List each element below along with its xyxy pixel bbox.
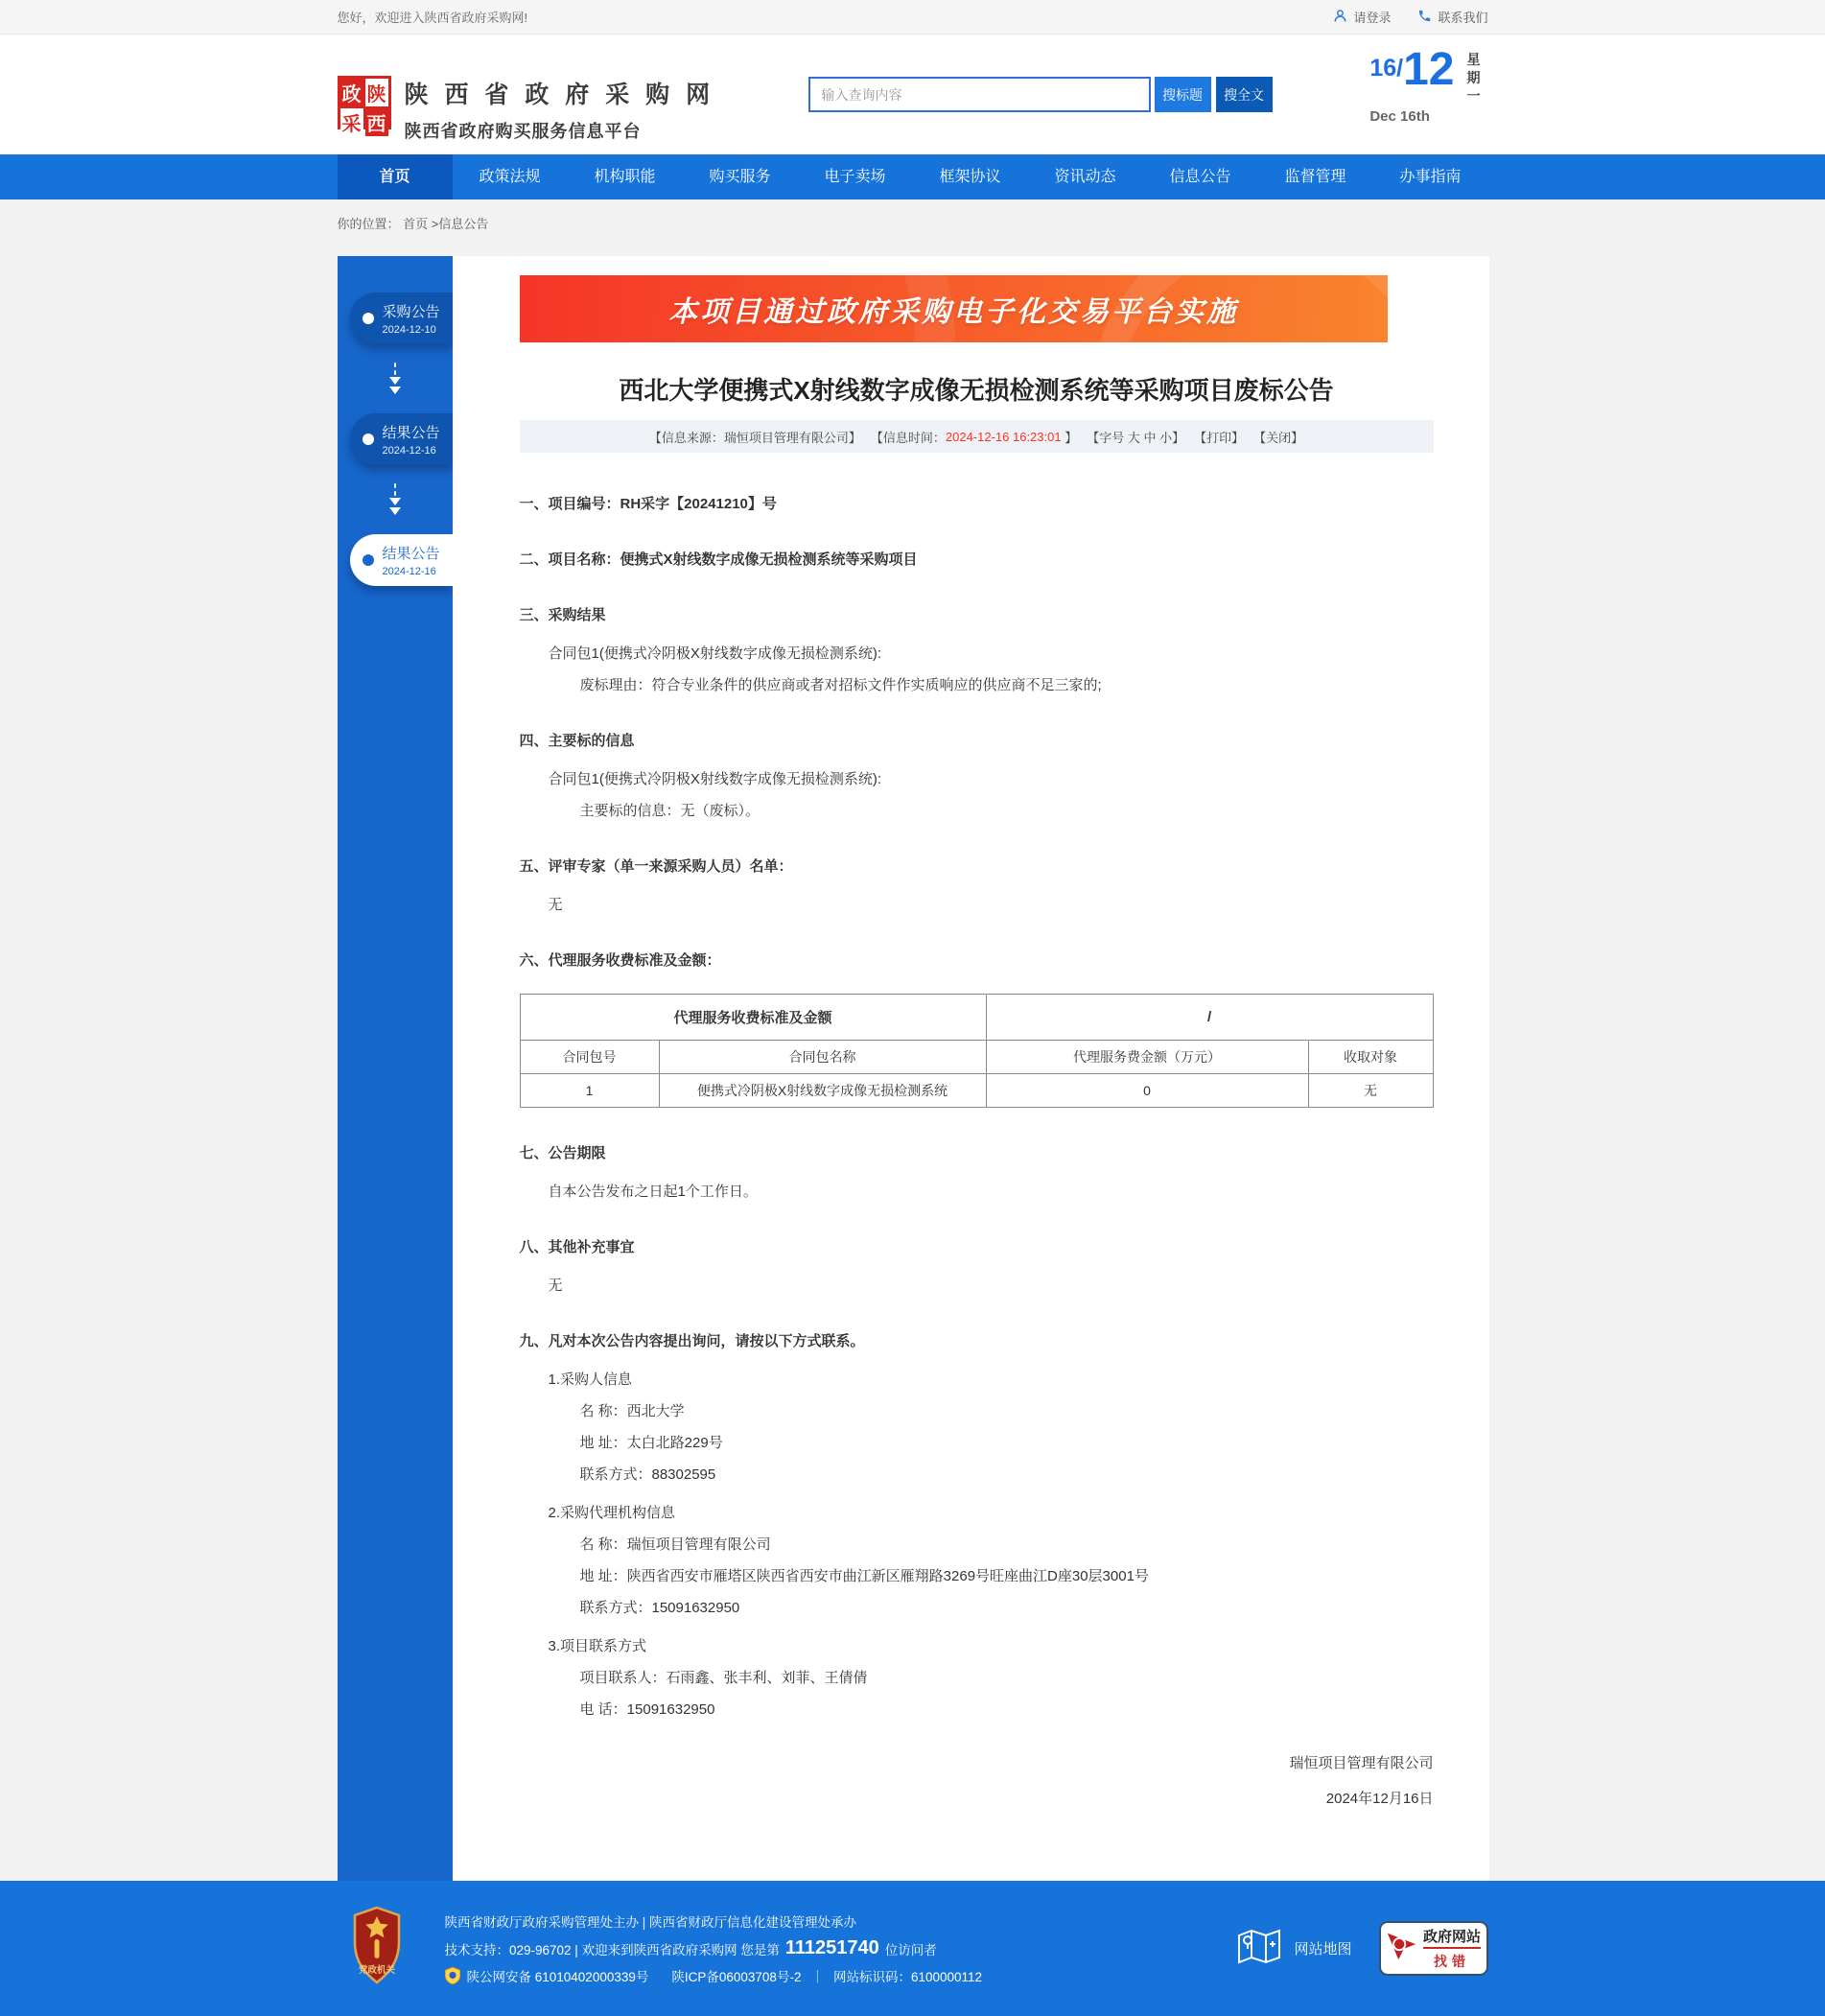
line-other-matters-none: 无 [548, 1278, 563, 1294]
line-project-phone: 电 话：15091632950 [579, 1701, 715, 1718]
signature-company: 瑞恒项目管理有限公司 [1289, 1755, 1434, 1771]
line-experts-heading: 五、评审专家（单一来源采购人员）名单： [519, 858, 793, 875]
user-icon [1333, 9, 1347, 26]
line-purchaser-address: 地 址：太白北路229号 [579, 1435, 723, 1451]
table-merged-header-left: 代理服务收费标准及金额 [520, 995, 986, 1041]
fontsize-small-button[interactable]: 小 [1159, 430, 1173, 445]
line-main-subject-info: 主要标的信息：无（废标）。 [579, 803, 760, 819]
meta-time-label: 【信息时间： [870, 430, 946, 445]
table-column-header: 收取对象 [1308, 1041, 1433, 1074]
table-merged-header-right: / [986, 995, 1433, 1041]
find-error-title: 政府网站 [1423, 1926, 1481, 1949]
site-header [0, 35, 1825, 154]
site-footer [0, 1881, 1825, 2016]
breadcrumb-separator: > [431, 217, 439, 231]
nav-item-supervision[interactable]: 监督管理 [1284, 169, 1346, 185]
line-notice-period: 自本公告发布之日起1个工作日。 [548, 1184, 758, 1200]
date-month: 12 [1403, 44, 1455, 95]
banner-text: 本项目通过政府采购电子化交易平台实施 [668, 296, 1238, 328]
line-project-number: 一、项目编号：RH采字【20241210】号 [519, 496, 777, 512]
meta-fontsize-label: 【字号 [1087, 430, 1128, 445]
signature-date: 2024年12月16日 [1325, 1791, 1434, 1807]
step-dot-icon [363, 313, 374, 324]
nav-item-guide[interactable]: 办事指南 [1399, 169, 1462, 185]
breadcrumb [338, 199, 1488, 256]
breadcrumb-current-link[interactable]: 信息公告 [438, 217, 489, 231]
line-notice-period-heading: 七、公告期限 [519, 1145, 606, 1161]
gov-website-find-error-widget[interactable] [1379, 1921, 1488, 1976]
emblem-label: 党政机关 [358, 1965, 395, 1976]
step-dot-icon [363, 434, 374, 445]
footer-tech-support: 技术支持：029-96702 | 欢迎来到陕西省政府采购网 您是第 [444, 1942, 780, 1957]
line-contract-package: 合同包1(便携式冷阴极X射线数字成像无损检测系统): [548, 771, 882, 787]
table-column-header: 代理服务费金额（万元） [986, 1041, 1308, 1074]
step-dot-icon [363, 554, 374, 566]
line-project-contacts: 项目联系人：石雨鑫、张丰利、刘菲、王倩倩 [579, 1670, 868, 1686]
nav-item-home[interactable]: 首页 [338, 154, 453, 199]
site-subtitle: 陕西省政府购买服务信息平台 [404, 122, 642, 141]
agency-fee-table [520, 994, 1434, 1108]
line-experts-none: 无 [548, 897, 563, 913]
fontsize-large-button[interactable]: 大 [1127, 430, 1140, 445]
line-purchaser-phone: 联系方式：88302595 [579, 1466, 716, 1483]
announcement-timeline-sidebar [338, 256, 453, 1881]
line-inquiry-heading: 九、凡对本次公告内容提出询问，请按以下方式联系。 [519, 1333, 865, 1349]
date-weekday: 星期一 [1466, 52, 1481, 104]
sitemap-link[interactable]: 网站地图 [1237, 1928, 1351, 1970]
close-button[interactable]: 【关闭】 [1253, 430, 1304, 445]
welcome-text: 您好，欢迎进入陕西省政府采购网! [337, 11, 528, 25]
arrow-down-icon [388, 363, 402, 395]
map-icon [1237, 1928, 1281, 1970]
search-bar [808, 77, 1273, 112]
nav-item-purchase-services[interactable]: 购买服务 [709, 169, 771, 185]
icp-beian-link[interactable]: 陕ICP备06003708号-2 [671, 1970, 802, 1984]
line-procurement-result-heading: 三、采购结果 [519, 607, 606, 623]
seal-logo-icon: 政 陕 采 西 [338, 76, 391, 129]
signature-block [520, 1752, 1434, 1808]
article-title: 西北大学便携式X射线数字成像无损检测系统等采购项目废标公告 [619, 376, 1334, 405]
police-badge-icon [445, 1967, 460, 1984]
date-separator: / [1396, 55, 1404, 82]
table-row: 1 便携式冷阴极X射线数字成像无损检测系统 0 无 [520, 1074, 1433, 1108]
nav-item-news[interactable]: 资讯动态 [1054, 169, 1116, 185]
login-link[interactable]: 请登录 [1333, 8, 1391, 26]
nav-item-framework-agreement[interactable]: 框架协议 [939, 169, 1001, 185]
article-meta-bar: 【信息来源：瑞恒项目管理有限公司】 【信息时间： 2024-12-16 16:23:01 】 【字号 大 中 小 】 【打印】 【关闭】 [520, 420, 1434, 453]
e-trading-platform-banner [520, 275, 1388, 342]
nav-item-announcements[interactable]: 信息公告 [1169, 169, 1231, 185]
meta-source: 【信息来源：瑞恒项目管理有限公司】 [648, 430, 861, 445]
nav-item-e-marketplace[interactable]: 电子卖场 [824, 169, 886, 185]
timeline-step-procurement-notice[interactable]: 采购公告 2024-12-10 [350, 293, 453, 344]
find-error-sub: 找错 [1433, 1954, 1470, 1969]
search-fulltext-button[interactable]: 搜全文 [1216, 77, 1273, 112]
footer-organizer-line: 陕西省财政厅政府采购管理处主办 | 陕西省财政厅信息化建设管理处承办 [444, 1915, 857, 1930]
line-agency-address: 地 址：陕西省西安市雁塔区陕西省西安市曲江新区雁翔路3269号旺座曲江D座30层3001号 [579, 1568, 1149, 1584]
line-agency-phone: 联系方式：15091632950 [579, 1600, 740, 1616]
police-beian-link[interactable]: 陕公网安备 61010402000339号 [466, 1970, 649, 1984]
site-logo [338, 76, 715, 143]
site-identifier-code: 网站标识码：6100000112 [832, 1970, 983, 1984]
contact-link[interactable]: 联系我们 [1417, 8, 1487, 26]
breadcrumb-home-link[interactable]: 首页 [403, 217, 429, 231]
site-name: 陕 西 省 政 府 采 购 网 [404, 82, 715, 108]
main-area [338, 256, 1488, 1881]
line-purchaser-info-heading: 1.采购人信息 [548, 1371, 633, 1388]
line-rejection-reason: 废标理由：符合专业条件的供应商或者对招标文件作实质响应的供应商不足三家的; [579, 677, 1102, 693]
footer-info: 陕西省财政厅政府采购管理处主办 | 陕西省财政厅信息化建设管理处承办 技术支持：029-96702 | 欢迎来到陕西省政府采购网 您是第 111251740 位访问者 陕公网安备 61010402000339号 陕ICP备06003708号-2 ｜ 网站标识码：6100000112 [445, 1905, 983, 1992]
breadcrumb-label: 你的位置： [337, 217, 400, 231]
fontsize-medium-button[interactable]: 中 [1143, 430, 1157, 445]
arrow-down-icon [388, 483, 402, 516]
line-other-matters-heading: 八、其他补充事宜 [519, 1239, 635, 1255]
timeline-step-result-notice-2-active[interactable]: 结果公告 2024-12-16 [350, 534, 453, 586]
print-button[interactable]: 【打印】 [1194, 430, 1245, 445]
line-agency-name: 名 称：瑞恒项目管理有限公司 [579, 1536, 771, 1553]
line-project-contact-heading: 3.项目联系方式 [548, 1638, 647, 1654]
meta-time-value: 2024-12-16 16:23:01 [945, 429, 1062, 444]
date-english: Dec 16th [1369, 107, 1430, 125]
phone-icon [1417, 9, 1432, 26]
date-day: 16 [1369, 55, 1397, 82]
table-column-header: 合同包名称 [659, 1041, 986, 1074]
find-error-logo-icon [1386, 1930, 1418, 1967]
line-agency-info-heading: 2.采购代理机构信息 [548, 1505, 676, 1521]
line-purchaser-name: 名 称：西北大学 [579, 1403, 685, 1419]
article-content [453, 256, 1489, 1881]
line-project-name: 二、项目名称：便携式X射线数字成像无损检测系统等采购项目 [519, 551, 918, 568]
table-column-header: 合同包号 [520, 1041, 659, 1074]
search-title-button[interactable]: 搜标题 [1155, 77, 1211, 112]
search-input[interactable] [808, 77, 1151, 112]
nav-item-policies[interactable]: 政策法规 [479, 169, 541, 185]
line-agency-fee-heading: 六、代理服务收费标准及金额： [519, 952, 721, 969]
party-government-emblem-icon [351, 1906, 403, 1991]
line-contract-package: 合同包1(便携式冷阴极X射线数字成像无损检测系统): [548, 645, 882, 662]
date-widget [1369, 44, 1481, 125]
nav-item-functions[interactable]: 机构职能 [594, 169, 656, 185]
visitor-count: 111251740 [784, 1937, 879, 1958]
line-main-subject-heading: 四、主要标的信息 [519, 733, 635, 749]
timeline-step-result-notice-1[interactable]: 结果公告 2024-12-16 [350, 413, 453, 465]
main-nav [0, 154, 1825, 199]
top-bar [0, 0, 1825, 35]
